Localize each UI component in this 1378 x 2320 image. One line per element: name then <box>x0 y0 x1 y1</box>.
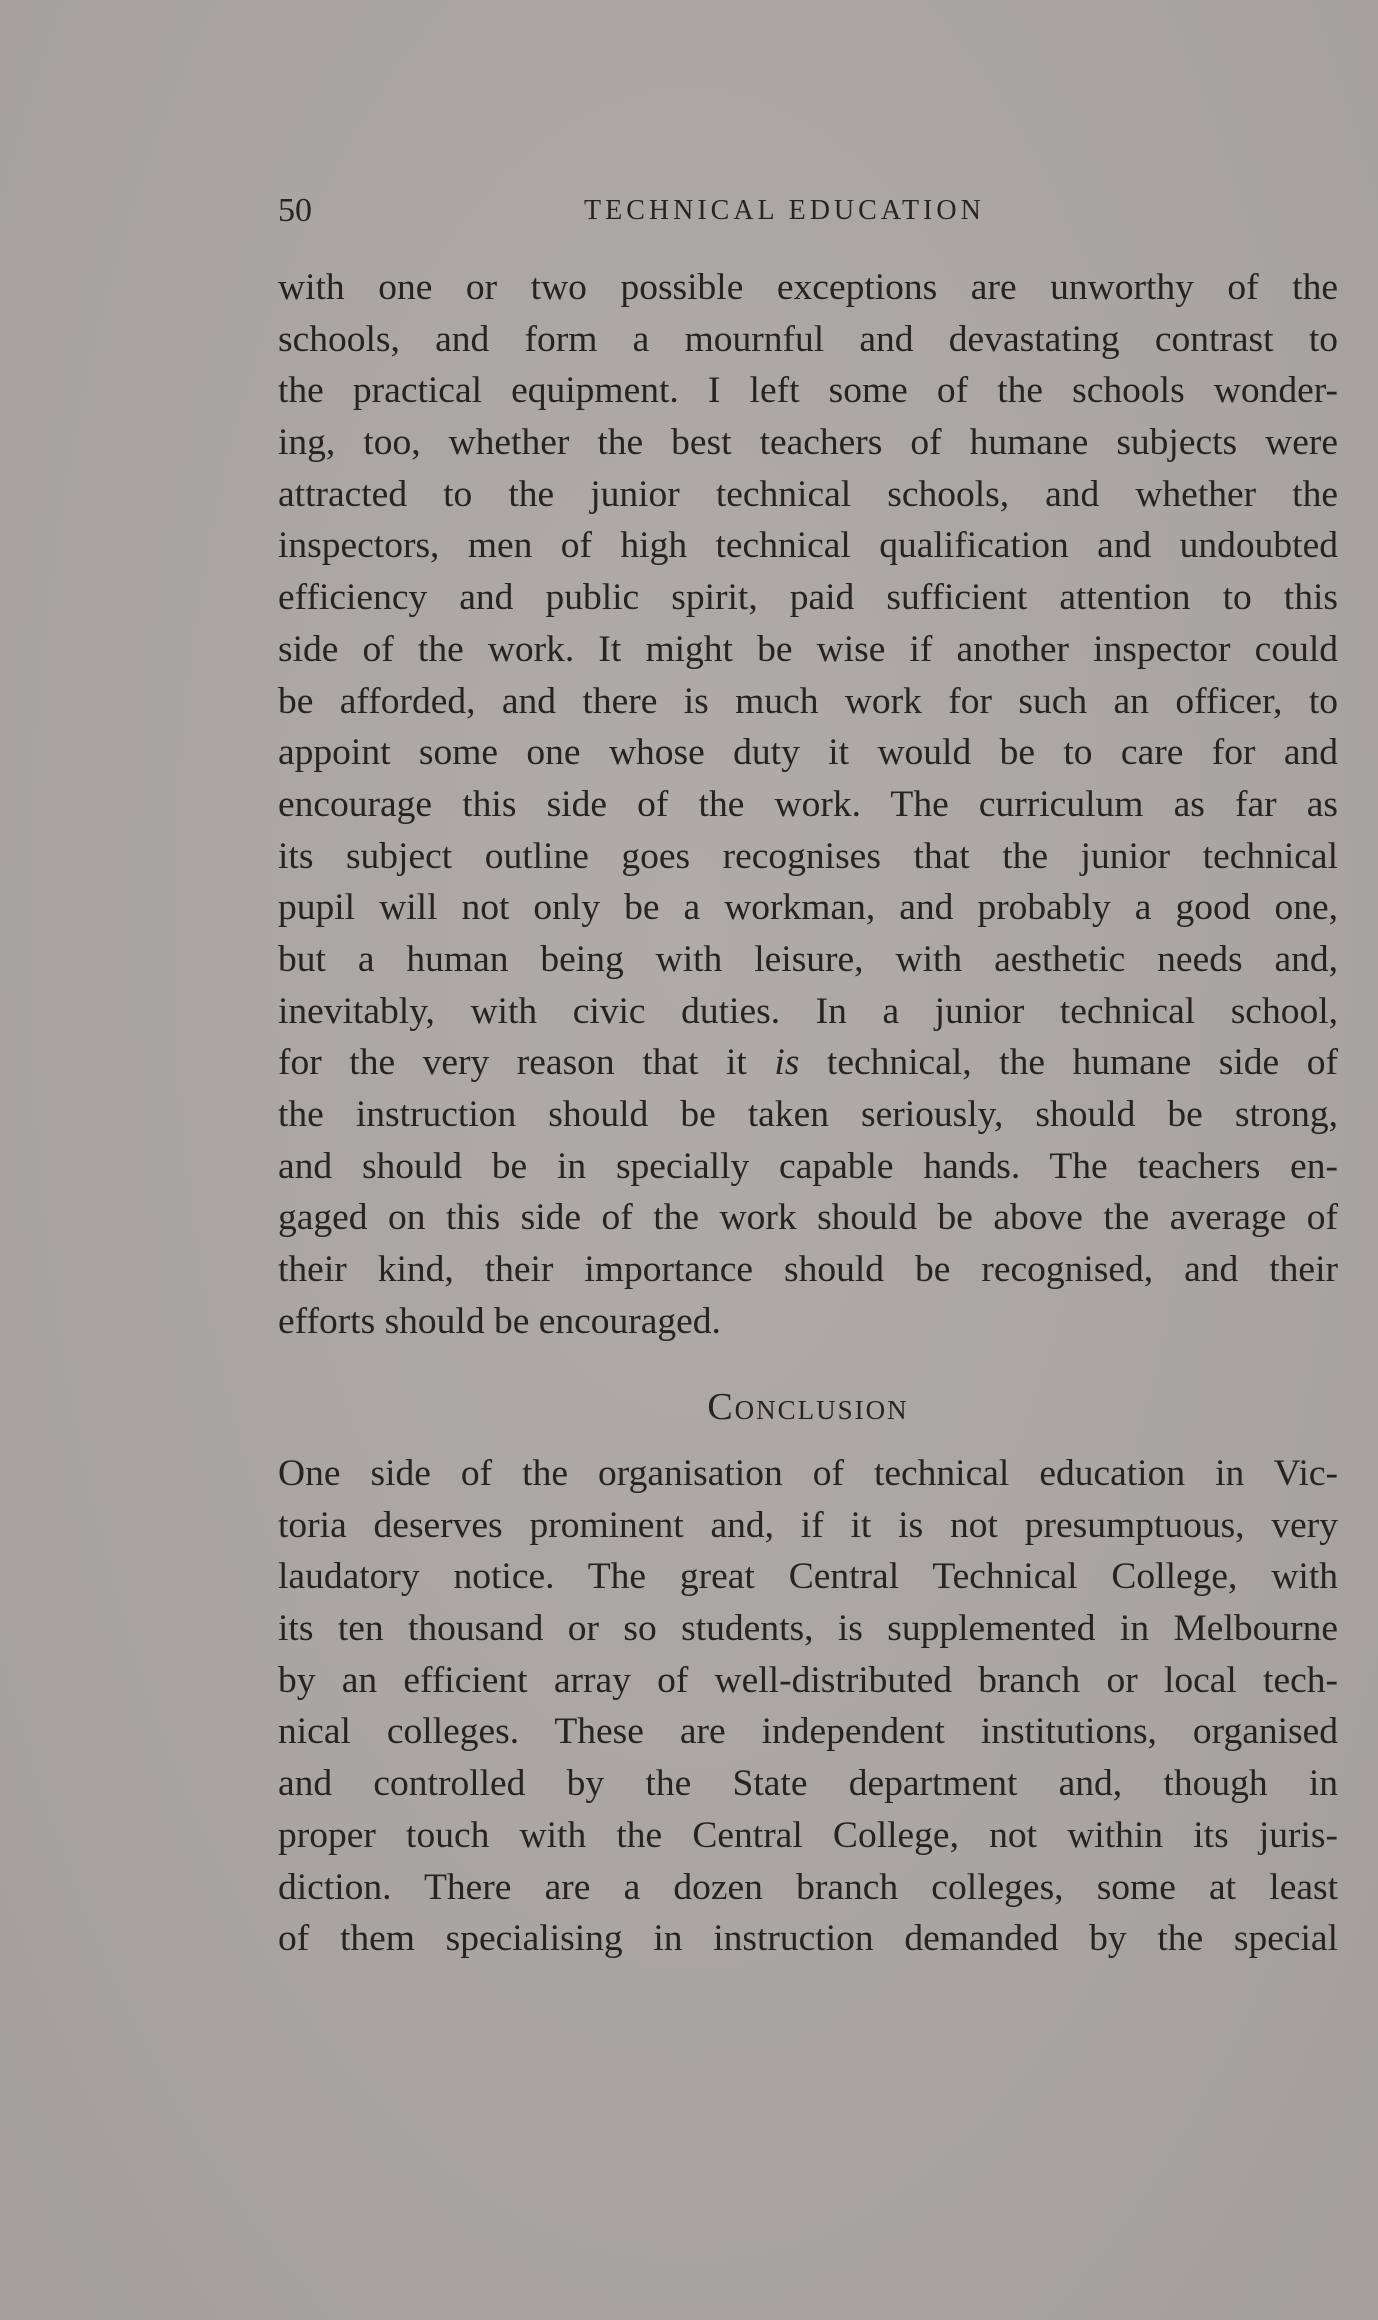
text-line: its ten thousand or so students, is supplemented in Melbourne <box>278 1608 1338 1650</box>
text-line: efficiency and public spirit, paid sufficient attention to this <box>278 577 1338 619</box>
text-line: but a human being with leisure, with aesthetic needs and, <box>278 938 1338 980</box>
paragraph-1 <box>278 262 1338 1347</box>
text-line: the practical equipment. I left some of the schools wonder- <box>278 370 1338 412</box>
text-line: its subject outline goes recognises that the junior technical <box>278 835 1338 877</box>
text-line: diction. There are a dozen branch colleges, some at least <box>278 1866 1338 1908</box>
text-line: gaged on this side of the work should be above the average of <box>278 1197 1338 1239</box>
text-line: their kind, their importance should be recognised, and their <box>278 1249 1338 1291</box>
text-line: laudatory notice. The great Central Technical College, with <box>278 1556 1338 1598</box>
text-line: schools, and form a mournful and devastating contrast to <box>278 318 1338 360</box>
paragraph-2 <box>278 1448 1338 1965</box>
text-line: side of the work. It might be wise if another inspector could <box>278 628 1338 670</box>
text-line: efforts should be encouraged. <box>278 1300 721 1342</box>
text-line: ing, too, whether the best teachers of humane subjects were <box>278 422 1338 464</box>
text-line: and should be in specially capable hands. The teachers en- <box>278 1145 1338 1187</box>
text-segment: technical, the humane side of <box>799 1042 1338 1084</box>
italic-word: is <box>774 1042 800 1084</box>
text-segment: for the very reason that it <box>278 1042 775 1084</box>
text-line: pupil will not only be a workman, and probably a good one, <box>278 887 1338 929</box>
text-line: the instruction should be taken seriously, should be strong, <box>278 1094 1338 1135</box>
text-line: of them specialising in instruction demanded by the special <box>278 1918 1338 1960</box>
running-title: TECHNICAL EDUCATION <box>584 195 985 226</box>
text-line: proper touch with the Central College, not within its juris- <box>278 1814 1338 1856</box>
text-line: nical colleges. These are independent institutions, organised <box>278 1711 1338 1753</box>
text-line: One side of the organisation of technical education in Vic- <box>278 1453 1338 1494</box>
text-line: attracted to the junior technical schools, and whether the <box>278 473 1338 515</box>
text-line: with one or two possible exceptions are unworthy of the <box>278 267 1338 308</box>
text-line-with-italic <box>278 1037 1338 1089</box>
text-line: inevitably, with civic duties. In a junior technical school, <box>278 990 1338 1032</box>
text-line: encourage this side of the work. The curriculum as far as <box>278 783 1338 825</box>
text-line: appoint some one whose duty it would be to care for and <box>278 732 1338 774</box>
text-line: and controlled by the State department and, though in <box>278 1763 1338 1805</box>
text-line: inspectors, men of high technical qualification and undoubted <box>278 525 1338 567</box>
page-header <box>278 186 1338 236</box>
section-heading: Conclusion <box>707 1386 909 1428</box>
text-line: toria deserves prominent and, if it is not presumptuous, very <box>278 1504 1338 1546</box>
text-line: by an efficient array of well-distributed branch or local tech- <box>278 1659 1338 1701</box>
page-number: 50 <box>278 192 312 229</box>
text-line: be afforded, and there is much work for such an officer, to <box>278 680 1338 722</box>
